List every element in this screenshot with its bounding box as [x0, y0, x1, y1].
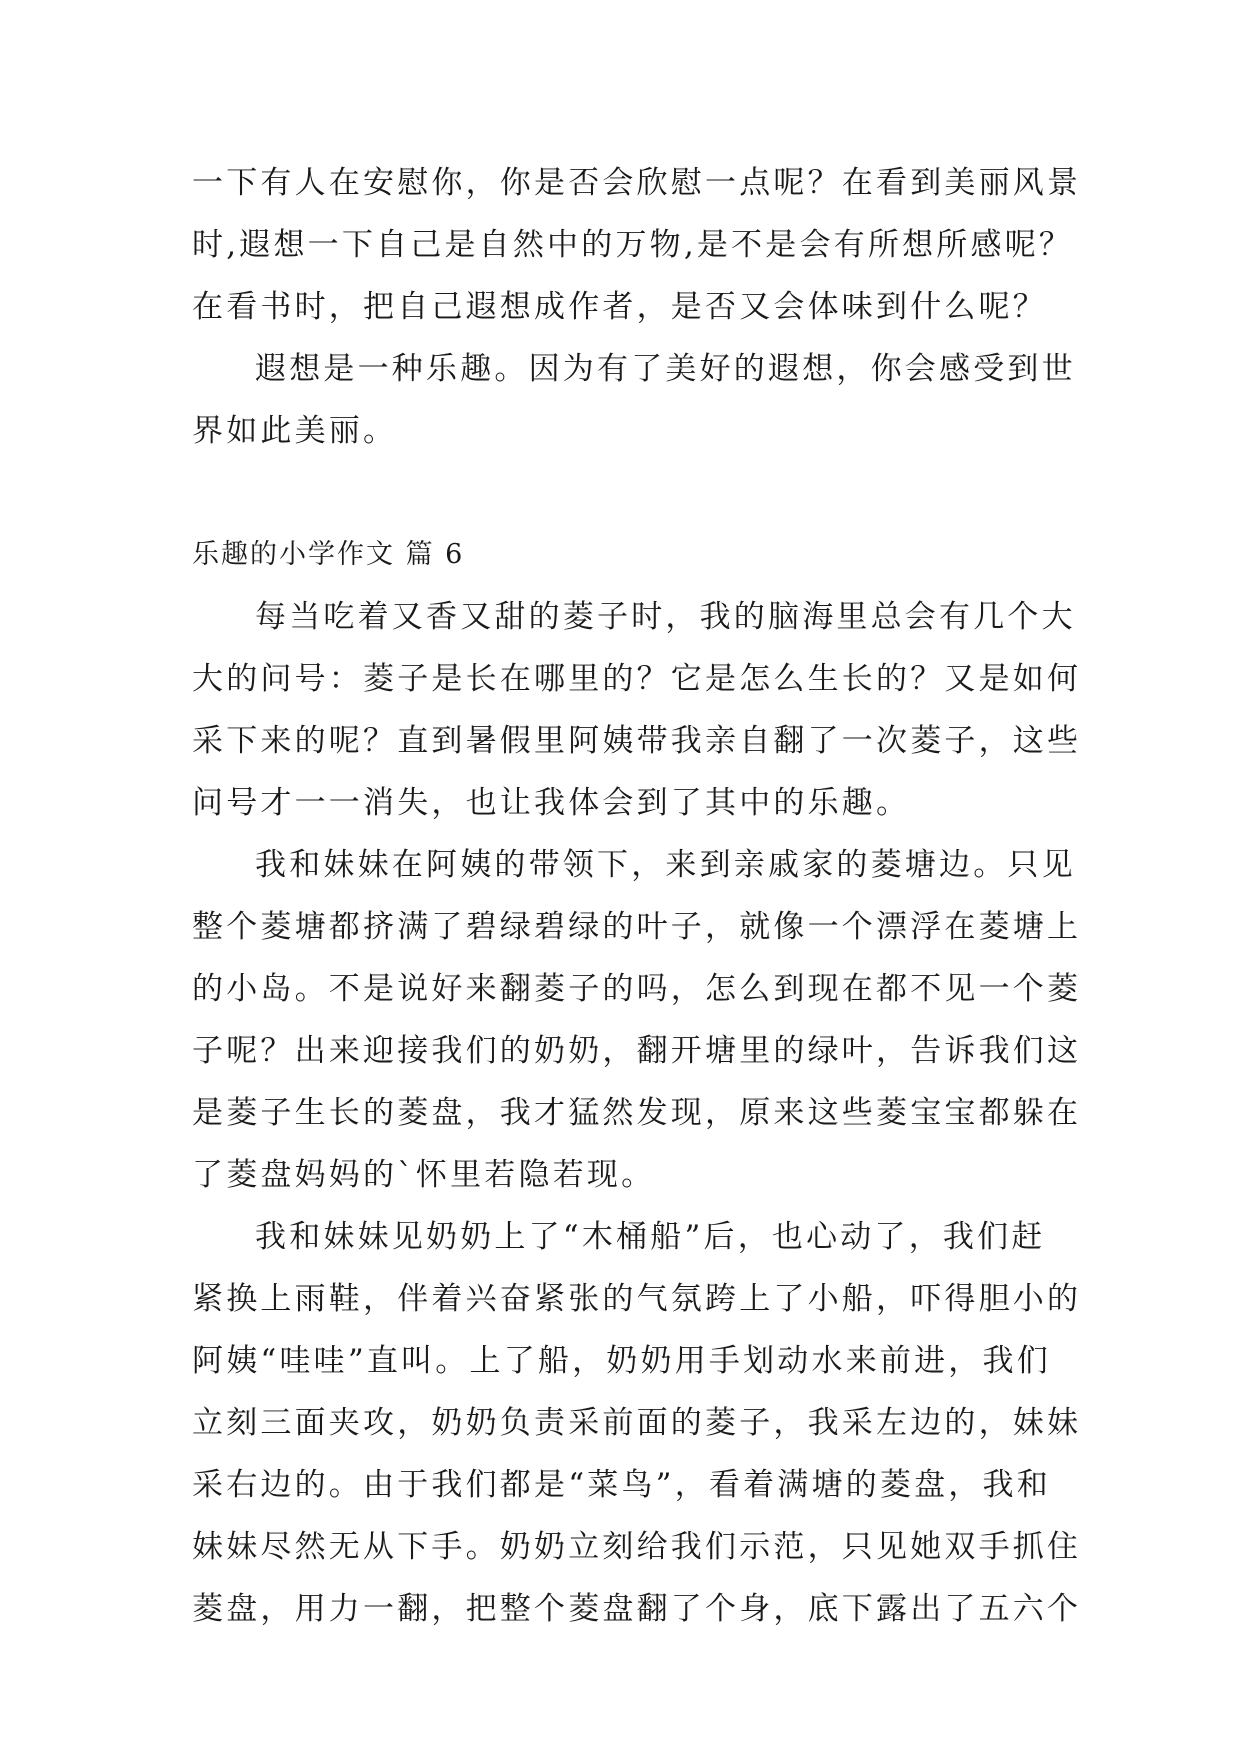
- text-line: 每当吃着又香又甜的菱子时，我的脑海里总会有几个大: [255, 599, 1076, 635]
- text-line: 采下来的呢？直到暑假里阿姨带我亲自翻了一次菱子，这些: [192, 723, 1082, 759]
- paragraph-previous-end: [192, 152, 1082, 338]
- text-line: 采右边的。由于我们都是“菜鸟”，看着满塘的菱盘，我和: [192, 1467, 1051, 1503]
- text-line: 是菱子生长的菱盘，我才猛然发现，原来这些菱宝宝都躲在: [192, 1095, 1082, 1131]
- document-page: [192, 152, 1082, 1640]
- text-line: 我和妹妹在阿姨的带领下，来到亲戚家的菱塘边。只见: [255, 847, 1076, 883]
- paragraph-2: [192, 834, 1082, 1206]
- text-line: 妹妹尽然无从下手。奶奶立刻给我们示范，只见她双手抓住: [192, 1529, 1082, 1565]
- text-line: 我和妹妹见奶奶上了“木桶船”后，也心动了，我们赶: [255, 1219, 1046, 1255]
- text-line: 了菱盘妈妈的`怀里若隐若现。: [192, 1157, 656, 1193]
- text-line: 立刻三面夹攻，奶奶负责采前面的菱子，我采左边的，妹妹: [192, 1405, 1082, 1441]
- text-line: 在看书时，把自己遐想成作者，是否又会体味到什么呢？: [192, 289, 1047, 325]
- text-line: 子呢？出来迎接我们的奶奶，翻开塘里的绿叶，告诉我们这: [192, 1033, 1082, 1069]
- text-line: 遐想是一种乐趣。因为有了美好的遐想，你会感受到世: [255, 351, 1076, 387]
- text-line: 紧换上雨鞋，伴着兴奋紧张的气氛跨上了小船，吓得胆小的: [192, 1281, 1082, 1317]
- text-line: 菱盘，用力一翻，把整个菱盘翻了个身，底下露出了五六个: [192, 1591, 1082, 1627]
- text-line: 一下有人在安慰你，你是否会欣慰一点呢？在看到美丽风景: [192, 165, 1082, 201]
- text-line: 的小岛。不是说好来翻菱子的吗，怎么到现在都不见一个菱: [192, 971, 1082, 1007]
- paragraph-conclusion: [192, 338, 1076, 462]
- text-line: 整个菱塘都挤满了碧绿碧绿的叶子，就像一个漂浮在菱塘上: [192, 909, 1082, 945]
- text-line: 时,遐想一下自己是自然中的万物,是不是会有所想所感呢？: [192, 227, 1074, 263]
- text-line: 问号才一一消失，也让我体会到了其中的乐趣。: [192, 785, 911, 821]
- section-heading: 乐趣的小学作文 篇 6: [192, 539, 465, 570]
- text-line: 阿姨“哇哇”直叫。上了船，奶奶用手划动水来前进，我们: [192, 1343, 1051, 1379]
- text-line: 大的问号：菱子是长在哪里的？它是怎么生长的？又是如何: [192, 661, 1082, 697]
- paragraph-1: [192, 586, 1082, 834]
- text-line: 界如此美丽。: [192, 413, 398, 449]
- section-spacer: [192, 462, 1052, 524]
- paragraph-3: [192, 1206, 1082, 1640]
